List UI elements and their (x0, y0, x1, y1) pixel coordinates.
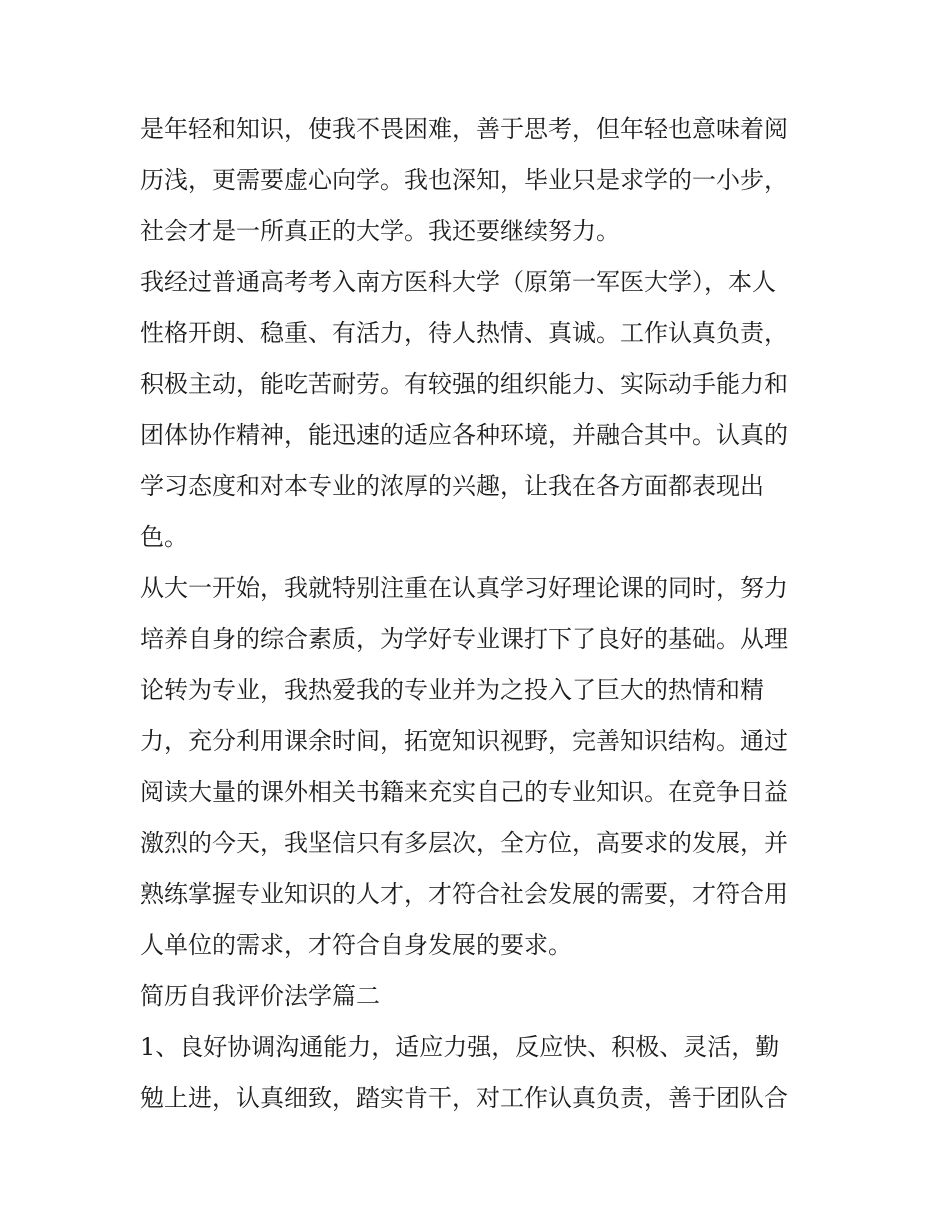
text-line: 力，充分利用课余时间，拓宽知识视野，完善知识结构。通过 (140, 727, 788, 755)
text-line: 学习态度和对本专业的浓厚的兴趣，让我在各方面都表现出 (140, 472, 764, 500)
text-line: 社会才是一所真正的大学。我还要继续努力。 (140, 217, 620, 245)
text-line: 培养自身的综合素质，为学好专业课打下了良好的基础。从理 (140, 625, 788, 653)
text-line: 阅读大量的课外相关书籍来充实自己的专业知识。在竞争日益 (140, 778, 788, 806)
text-line: 勉上进，认真细致，踏实肯干，对工作认真负责，善于团队合 (140, 1084, 788, 1112)
section-heading: 简历自我评价法学篇二 (140, 982, 380, 1010)
text-line: 熟练掌握专业知识的人才，才符合社会发展的需要，才符合用 (140, 880, 788, 908)
text-line: 人单位的需求，才符合自身发展的要求。 (140, 931, 572, 959)
text-line: 团体协作精神，能迅速的适应各种环境，并融合其中。认真的 (140, 421, 788, 449)
text-line: 从大一开始，我就特别注重在认真学习好理论课的同时，努力 (140, 574, 788, 602)
text-line: 性格开朗、稳重、有活力，待人热情、真诚。工作认真负责， (140, 319, 788, 347)
text-line: 色。 (140, 523, 188, 551)
text-line: 历浅，更需要虚心向学。我也深知，毕业只是求学的一小步， (140, 166, 788, 194)
text-line: 1、良好协调沟通能力，适应力强，反应快、积极、灵活，勤 (140, 1033, 780, 1061)
document-body (140, 104, 820, 1124)
text-line: 激烈的今天，我坚信只有多层次，全方位，高要求的发展，并 (140, 829, 788, 857)
text-line: 是年轻和知识，使我不畏困难，善于思考，但年轻也意味着阅 (140, 115, 788, 143)
text-line: 我经过普通高考考入南方医科大学（原第一军医大学），本人 (140, 268, 776, 296)
text-line: 积极主动，能吃苦耐劳。有较强的组织能力、实际动手能力和 (140, 370, 788, 398)
text-line: 论转为专业，我热爱我的专业并为之投入了巨大的热情和精 (140, 676, 764, 704)
